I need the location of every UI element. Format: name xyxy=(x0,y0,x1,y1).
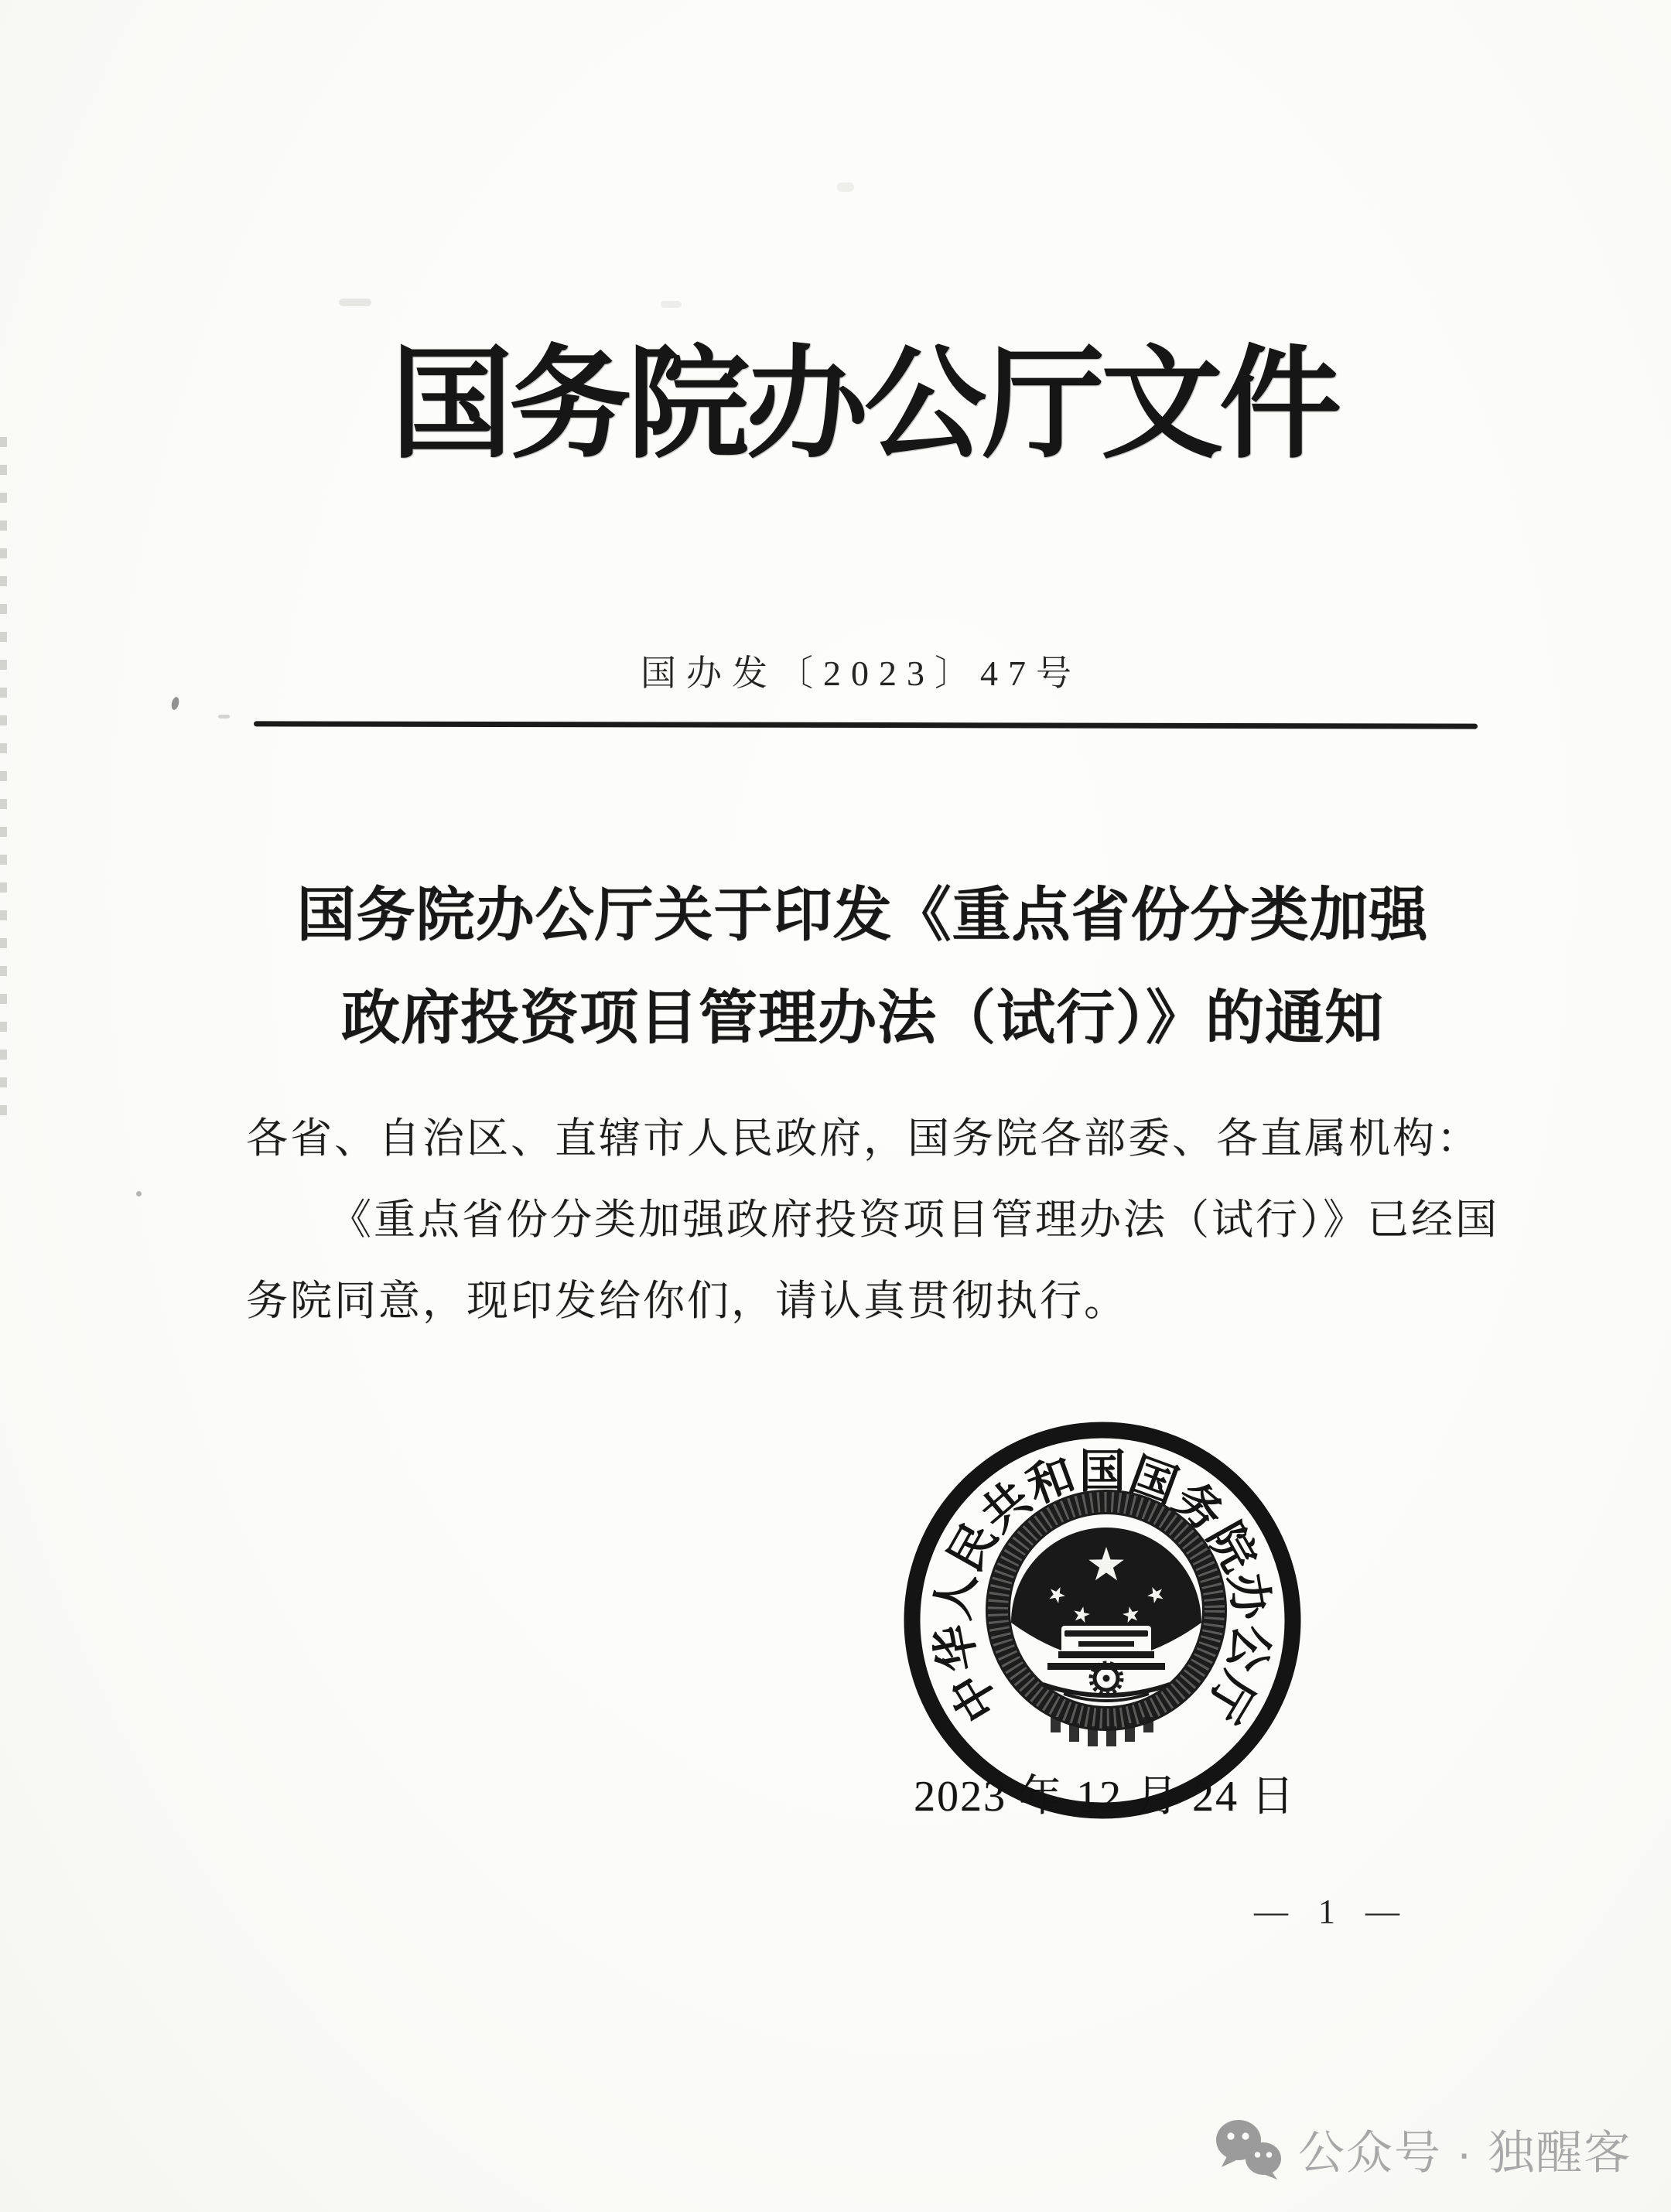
china-national-emblem-icon xyxy=(998,1502,1215,1746)
svg-text:务: 务 xyxy=(1164,1473,1233,1542)
salutation-line: 各省、自治区、直辖市人民政府，国务院各部委、各直属机构： xyxy=(246,1115,1481,1162)
scan-speck xyxy=(218,715,230,719)
svg-text:华: 华 xyxy=(927,1620,986,1676)
scan-artifact-edge xyxy=(0,437,7,1125)
document-header-title: 国务院办公厅文件 xyxy=(391,338,1338,473)
svg-text:办: 办 xyxy=(1220,1569,1278,1623)
scan-smudge xyxy=(837,183,854,192)
body-line: 《重点省份分类加强政府投资项目管理办法（试行）》已经国 xyxy=(330,1196,1499,1243)
scan-smudge xyxy=(339,299,371,306)
seal-date: 2023 年 12 月 24 日 xyxy=(914,1773,1296,1821)
wechat-icon xyxy=(1215,2119,1286,2180)
svg-text:人: 人 xyxy=(927,1569,985,1623)
svg-text:公: 公 xyxy=(1218,1620,1278,1676)
body-line: 务院同意，现印发给你们，请认真贯彻执行。 xyxy=(246,1278,1128,1324)
page-number: — 1 — xyxy=(1254,1893,1410,1930)
notice-title-line2: 政府投资项目管理办法（试行）》的通知 xyxy=(341,986,1384,1051)
notice-title-line1: 国务院办公厅关于印发《重点省份分类加强 xyxy=(296,883,1429,948)
svg-text:国: 国 xyxy=(1123,1449,1184,1514)
header-divider-rule xyxy=(254,721,1478,729)
notice-title xyxy=(0,865,1671,1070)
document-number: 国办发〔2023〕47号 xyxy=(641,654,1082,693)
scan-speck xyxy=(136,1191,142,1196)
svg-text:共: 共 xyxy=(972,1473,1041,1542)
svg-text:中: 中 xyxy=(941,1664,1010,1730)
svg-text:国: 国 xyxy=(1079,1446,1126,1497)
body-paragraphs xyxy=(246,1098,1499,1342)
svg-text:民: 民 xyxy=(939,1514,1007,1580)
svg-text:院: 院 xyxy=(1198,1514,1266,1580)
svg-text:厅: 厅 xyxy=(1195,1664,1264,1730)
scan-speck xyxy=(170,696,180,711)
watermark-label: 公众号 · 独醒客 xyxy=(1298,2127,1632,2179)
watermark xyxy=(1215,2116,1632,2183)
scan-smudge xyxy=(661,301,682,308)
svg-text:和: 和 xyxy=(1020,1449,1082,1514)
